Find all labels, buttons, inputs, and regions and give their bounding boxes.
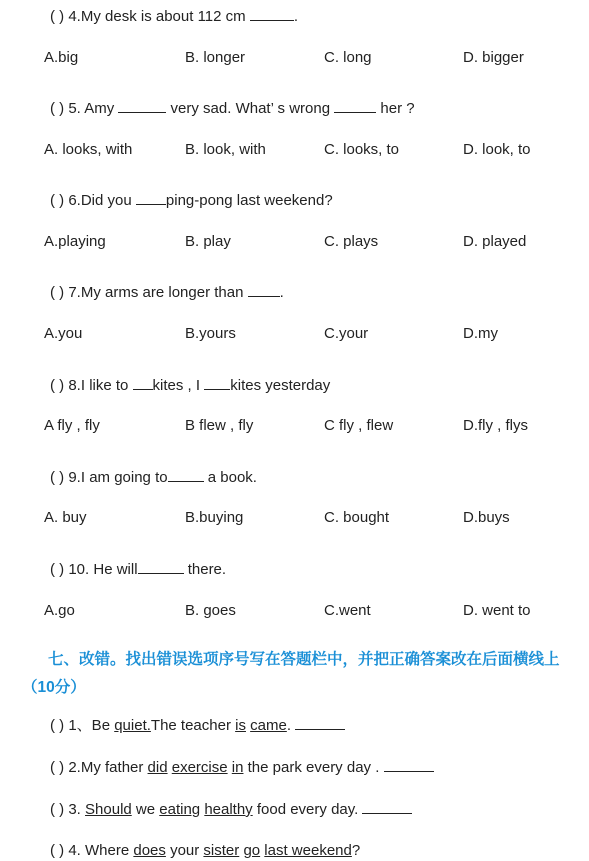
option-b[interactable]: B. longer bbox=[185, 49, 246, 66]
marked-word: is bbox=[235, 717, 246, 734]
section-heading bbox=[22, 646, 572, 702]
correction-3 bbox=[50, 799, 412, 820]
question-stem: 10. He will bbox=[68, 561, 138, 578]
option-a[interactable]: A. looks, with bbox=[44, 141, 133, 158]
answer-blank[interactable] bbox=[138, 559, 184, 574]
question-stem-mid: very sad. What’ s wrong bbox=[166, 100, 335, 117]
question-6 bbox=[50, 190, 333, 211]
question-4 bbox=[50, 6, 298, 27]
answer-blank[interactable] bbox=[250, 6, 294, 21]
section-score: （10分） bbox=[22, 679, 86, 696]
marked-word: quiet. bbox=[114, 717, 151, 734]
correction-blank[interactable] bbox=[384, 757, 434, 772]
option-d[interactable]: D.fly , flys bbox=[463, 417, 529, 434]
marked-word: eating bbox=[159, 801, 201, 818]
option-c[interactable]: C. bought bbox=[324, 509, 390, 526]
marked-word: last weekend bbox=[264, 842, 352, 859]
marked-word: go bbox=[243, 842, 261, 859]
question-stem-end: kites yesterday bbox=[230, 377, 331, 394]
sentence-text: 2.My father bbox=[68, 759, 148, 776]
answer-blank[interactable] bbox=[133, 375, 153, 390]
sentence-text: 4. Where bbox=[68, 842, 134, 859]
correction-blank[interactable] bbox=[295, 715, 345, 730]
question-9 bbox=[50, 467, 257, 488]
option-a[interactable]: A.playing bbox=[44, 233, 106, 250]
question-stem-end: ping-pong last weekend? bbox=[165, 192, 333, 209]
correction-1 bbox=[50, 715, 345, 736]
question-stem: 7.My arms are longer than bbox=[68, 284, 248, 301]
question-stem: 4.My desk is about 112 cm bbox=[68, 8, 250, 25]
answer-paren[interactable]: ( ) bbox=[50, 717, 65, 734]
question-stem-end: her ? bbox=[376, 100, 415, 117]
option-b[interactable]: B. goes bbox=[185, 602, 236, 619]
option-b[interactable]: B.yours bbox=[185, 325, 236, 342]
question-7 bbox=[50, 282, 284, 303]
option-b[interactable]: B. look, with bbox=[185, 141, 266, 158]
question-10 bbox=[50, 559, 226, 580]
option-b[interactable]: B.buying bbox=[185, 509, 244, 526]
answer-paren[interactable]: ( ) bbox=[50, 284, 65, 301]
answer-paren[interactable]: ( ) bbox=[50, 561, 65, 578]
question-stem-mid: kites , I bbox=[152, 377, 205, 394]
correction-blank[interactable] bbox=[362, 799, 412, 814]
option-d[interactable]: D. bigger bbox=[463, 49, 524, 66]
option-b[interactable]: B flew , fly bbox=[185, 417, 254, 434]
sentence-text: food every day. bbox=[252, 801, 359, 818]
answer-paren[interactable]: ( ) bbox=[50, 377, 65, 394]
answer-paren[interactable]: ( ) bbox=[50, 759, 65, 776]
sentence-text: your bbox=[165, 842, 204, 859]
sentence-text: we bbox=[131, 801, 160, 818]
marked-word: sister bbox=[203, 842, 240, 859]
answer-paren[interactable]: ( ) bbox=[50, 100, 65, 117]
question-stem-end: . bbox=[293, 8, 298, 25]
sentence-text: The teacher bbox=[150, 717, 236, 734]
option-d[interactable]: D. went to bbox=[463, 602, 531, 619]
marked-word: did bbox=[147, 759, 168, 776]
sentence-text: . bbox=[286, 717, 291, 734]
answer-paren[interactable]: ( ) bbox=[50, 801, 65, 818]
option-a[interactable]: A.you bbox=[44, 325, 83, 342]
question-stem: 6.Did you bbox=[68, 192, 136, 209]
question-stem: 8.I like to bbox=[68, 377, 133, 394]
sentence-text: 3. bbox=[68, 801, 86, 818]
option-c[interactable]: C. plays bbox=[324, 233, 379, 250]
sentence-text: the park every day . bbox=[243, 759, 380, 776]
option-d[interactable]: D. look, to bbox=[463, 141, 531, 158]
option-c[interactable]: C. long bbox=[324, 49, 372, 66]
question-stem: 5. Amy bbox=[68, 100, 119, 117]
sentence-text: ? bbox=[351, 842, 361, 859]
answer-blank[interactable] bbox=[168, 467, 204, 482]
option-c[interactable]: C fly , flew bbox=[324, 417, 394, 434]
option-d[interactable]: D.my bbox=[463, 325, 498, 342]
answer-paren[interactable]: ( ) bbox=[50, 8, 65, 25]
option-a[interactable]: A.big bbox=[44, 49, 79, 66]
marked-word: came bbox=[250, 717, 287, 734]
answer-blank[interactable] bbox=[204, 375, 230, 390]
option-c[interactable]: C.your bbox=[324, 325, 369, 342]
option-c[interactable]: C.went bbox=[324, 602, 371, 619]
option-a[interactable]: A.go bbox=[44, 602, 75, 619]
marked-word: exercise bbox=[171, 759, 228, 776]
answer-blank[interactable] bbox=[118, 98, 166, 113]
option-d[interactable]: D.buys bbox=[463, 509, 510, 526]
question-5 bbox=[50, 98, 415, 119]
question-stem-end: . bbox=[279, 284, 284, 301]
correction-4 bbox=[50, 841, 360, 861]
answer-paren[interactable]: ( ) bbox=[50, 469, 65, 486]
answer-blank[interactable] bbox=[136, 190, 166, 205]
marked-word: Should bbox=[85, 801, 132, 818]
option-b[interactable]: B. play bbox=[185, 233, 231, 250]
question-stem-end: there. bbox=[183, 561, 227, 578]
marked-word: does bbox=[133, 842, 166, 859]
answer-paren[interactable]: ( ) bbox=[50, 192, 65, 209]
answer-paren[interactable]: ( ) bbox=[50, 842, 65, 859]
option-d[interactable]: D. played bbox=[463, 233, 527, 250]
marked-word: in bbox=[231, 759, 244, 776]
section-title: 七、改错。找出错误选项序号写在答题栏中，并把正确答案改在后面横线上 bbox=[48, 651, 560, 668]
answer-blank[interactable] bbox=[248, 282, 280, 297]
sentence-text: 1、Be bbox=[68, 717, 115, 734]
question-8 bbox=[50, 375, 330, 396]
answer-blank[interactable] bbox=[334, 98, 376, 113]
question-stem: 9.I am going to bbox=[68, 469, 168, 486]
option-a[interactable]: A fly , fly bbox=[44, 417, 100, 434]
marked-word: healthy bbox=[204, 801, 253, 818]
option-c[interactable]: C. looks, to bbox=[324, 141, 400, 158]
correction-2 bbox=[50, 757, 434, 778]
question-stem-end: a book. bbox=[203, 469, 257, 486]
option-a[interactable]: A. buy bbox=[44, 509, 87, 526]
